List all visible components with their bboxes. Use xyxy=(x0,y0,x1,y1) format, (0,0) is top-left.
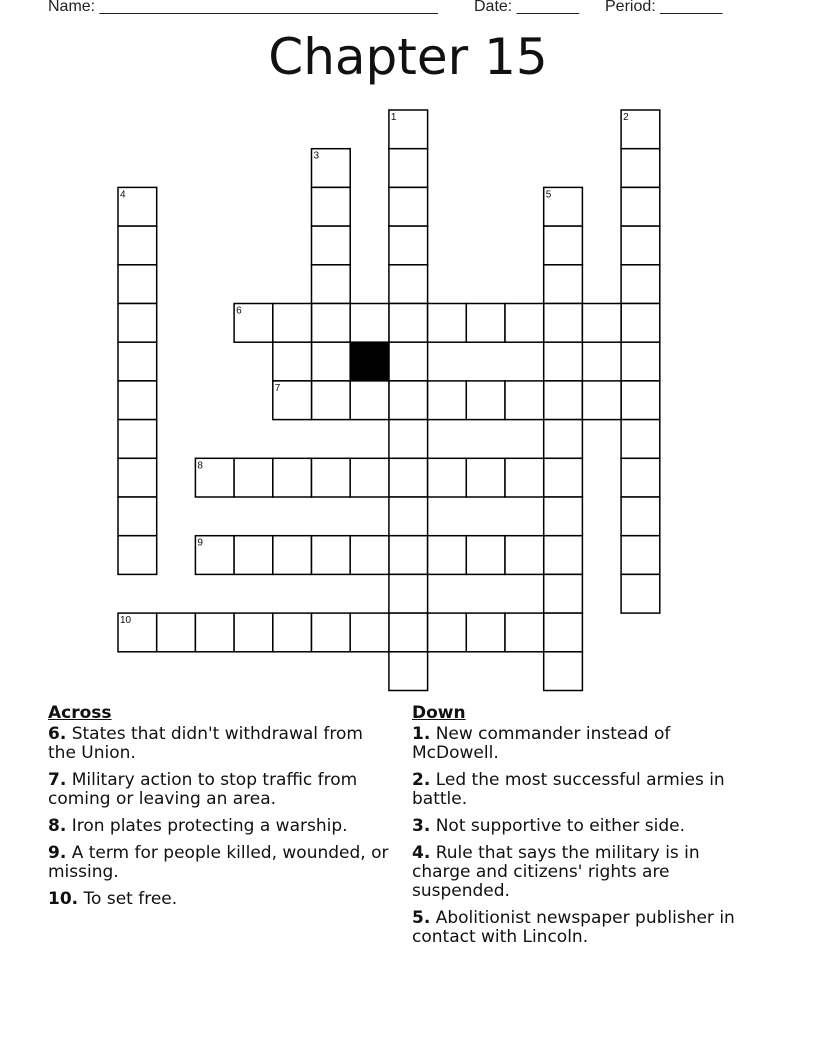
grid-cell[interactable] xyxy=(118,458,157,497)
grid-cell[interactable] xyxy=(273,536,312,575)
grid-cell[interactable] xyxy=(505,381,544,420)
grid-cell[interactable] xyxy=(312,381,351,420)
clue-number: 10. xyxy=(48,889,79,909)
grid-cell[interactable] xyxy=(118,265,157,304)
clue-down-2 xyxy=(412,771,757,809)
grid-cell[interactable] xyxy=(350,304,389,343)
grid-cell[interactable] xyxy=(273,342,312,381)
clue-text: Not supportive to either side. xyxy=(435,816,685,836)
clue-number-label: 5 xyxy=(545,189,552,201)
grid-cell[interactable] xyxy=(273,304,312,343)
grid-cell[interactable] xyxy=(428,458,467,497)
grid-cell[interactable] xyxy=(118,381,157,420)
clue-number-label: 6 xyxy=(236,305,242,317)
grid-cell[interactable] xyxy=(466,613,505,652)
clue-across-7 xyxy=(48,771,393,809)
grid-cell[interactable] xyxy=(505,304,544,343)
grid-cell[interactable] xyxy=(312,226,351,265)
grid-cell[interactable] xyxy=(234,536,273,575)
clue-number: 8. xyxy=(48,816,67,836)
grid-cell[interactable] xyxy=(350,381,389,420)
clue-across-9 xyxy=(48,844,393,882)
grid-cell[interactable] xyxy=(389,342,428,381)
grid-cell[interactable] xyxy=(312,187,351,226)
grid-cell[interactable] xyxy=(544,226,583,265)
grid-cell[interactable] xyxy=(505,458,544,497)
grid-cell[interactable] xyxy=(157,613,196,652)
down-heading: Down xyxy=(412,703,466,723)
grid-cell[interactable] xyxy=(312,613,351,652)
grid-cell[interactable] xyxy=(389,381,428,420)
clue-number: 1. xyxy=(412,724,431,744)
grid-cell[interactable] xyxy=(466,458,505,497)
grid-cell[interactable] xyxy=(621,265,660,304)
grid-cell[interactable] xyxy=(389,265,428,304)
grid-cell[interactable] xyxy=(544,497,583,536)
grid-cell[interactable] xyxy=(621,497,660,536)
grid-cell[interactable] xyxy=(466,304,505,343)
grid-cell[interactable] xyxy=(312,342,351,381)
grid-cell[interactable] xyxy=(312,458,351,497)
clue-across-6 xyxy=(48,725,393,763)
grid-cell[interactable] xyxy=(273,458,312,497)
grid-cell[interactable] xyxy=(389,420,428,459)
clue-text: States that didn't withdrawal from the Union. xyxy=(48,724,363,763)
clue-number: 6. xyxy=(48,724,67,744)
grid-cell[interactable] xyxy=(621,420,660,459)
clue-text: Rule that says the military is in charge and citizens' rights are suspended. xyxy=(412,843,700,901)
clue-text: To set free. xyxy=(83,889,178,909)
grid-cell[interactable] xyxy=(234,458,273,497)
grid-cell[interactable] xyxy=(544,652,583,691)
grid-cell[interactable] xyxy=(428,613,467,652)
period-field-label: Period: _______ xyxy=(605,0,723,15)
grid-cell[interactable] xyxy=(118,226,157,265)
grid-cell[interactable] xyxy=(621,381,660,420)
grid-cell[interactable] xyxy=(195,613,234,652)
clue-text: New commander instead of McDowell. xyxy=(412,724,671,763)
grid-cell[interactable] xyxy=(350,458,389,497)
grid-cell[interactable] xyxy=(621,574,660,613)
grid-cell[interactable] xyxy=(389,536,428,575)
grid-cell[interactable] xyxy=(389,187,428,226)
grid-cell[interactable] xyxy=(350,536,389,575)
clue-text: A term for people killed, wounded, or missing. xyxy=(48,843,389,882)
grid-cell[interactable] xyxy=(544,304,583,343)
grid-cell-blocked xyxy=(350,342,389,381)
clue-number: 2. xyxy=(412,770,431,790)
grid-cell[interactable] xyxy=(389,458,428,497)
grid-cell[interactable] xyxy=(621,536,660,575)
page-title: Chapter 15 xyxy=(268,28,548,86)
grid-cell[interactable] xyxy=(466,381,505,420)
clue-number-label: 10 xyxy=(120,615,132,627)
clue-number-label: 7 xyxy=(274,382,281,394)
clue-down-4 xyxy=(412,844,757,901)
grid-cell[interactable] xyxy=(312,265,351,304)
clue-number-label: 2 xyxy=(623,112,629,123)
clue-number: 5. xyxy=(412,908,431,928)
grid-cell[interactable] xyxy=(621,304,660,343)
date-field-label: Date: _______ xyxy=(474,0,579,15)
clue-text: Led the most successful armies in battle. xyxy=(412,770,725,809)
clue-text: Military action to stop traffic from coming or leaving an area. xyxy=(48,770,358,809)
grid-cell[interactable] xyxy=(582,381,621,420)
clue-number-label: 8 xyxy=(197,460,203,472)
grid-cell[interactable] xyxy=(428,304,467,343)
grid-cell[interactable] xyxy=(389,613,428,652)
clue-number: 3. xyxy=(412,816,431,836)
name-field-label: Name: ______________________________________ xyxy=(48,0,438,15)
grid-cell[interactable] xyxy=(350,613,389,652)
grid-cell[interactable] xyxy=(118,497,157,536)
clue-number-label: 3 xyxy=(313,150,320,162)
clue-down-1 xyxy=(412,725,757,763)
grid-cell[interactable] xyxy=(582,304,621,343)
grid-cell[interactable] xyxy=(118,420,157,459)
clue-number-label: 1 xyxy=(390,112,397,123)
grid-cell[interactable] xyxy=(544,265,583,304)
across-heading: Across xyxy=(48,703,112,723)
grid-cell[interactable] xyxy=(389,652,428,691)
grid-cell[interactable] xyxy=(544,536,583,575)
grid-cell[interactable] xyxy=(389,149,428,188)
clue-down-5 xyxy=(412,909,757,947)
grid-cell[interactable] xyxy=(273,613,312,652)
grid-cell[interactable] xyxy=(621,187,660,226)
grid-cell[interactable] xyxy=(389,574,428,613)
grid-cell[interactable] xyxy=(544,420,583,459)
across-clues xyxy=(48,700,393,917)
grid-cell[interactable] xyxy=(621,149,660,188)
grid-cell[interactable] xyxy=(428,381,467,420)
grid-cell[interactable] xyxy=(505,536,544,575)
grid-cell[interactable] xyxy=(118,536,157,575)
clue-number: 4. xyxy=(412,843,431,863)
clue-number: 7. xyxy=(48,770,67,790)
grid-cell[interactable] xyxy=(544,381,583,420)
clue-number-label: 4 xyxy=(120,189,126,201)
clue-text: Iron plates protecting a warship. xyxy=(71,816,348,836)
grid-cell[interactable] xyxy=(544,342,583,381)
grid-cell[interactable] xyxy=(544,613,583,652)
clue-number: 9. xyxy=(48,843,67,863)
clue-across-10 xyxy=(48,890,393,909)
grid-cell[interactable] xyxy=(312,304,351,343)
clue-text: Abolitionist newspaper publisher in contact with Lincoln. xyxy=(412,908,735,947)
grid-cell[interactable] xyxy=(389,304,428,343)
grid-cell[interactable] xyxy=(621,226,660,265)
grid-cell[interactable] xyxy=(621,458,660,497)
grid-cell[interactable] xyxy=(389,497,428,536)
grid-cell[interactable] xyxy=(389,226,428,265)
down-clues xyxy=(412,700,757,955)
grid-cell[interactable] xyxy=(544,574,583,613)
clue-across-8 xyxy=(48,817,393,836)
grid-cell[interactable] xyxy=(118,342,157,381)
grid-cell[interactable] xyxy=(118,304,157,343)
grid-cell[interactable] xyxy=(312,536,351,575)
grid-cell[interactable] xyxy=(505,613,544,652)
clue-number-label: 9 xyxy=(197,537,203,549)
grid-cell[interactable] xyxy=(544,458,583,497)
clue-down-3 xyxy=(412,817,757,836)
grid-cell[interactable] xyxy=(428,536,467,575)
grid-cell[interactable] xyxy=(466,536,505,575)
grid-cell[interactable] xyxy=(621,342,660,381)
grid-cell[interactable] xyxy=(234,613,273,652)
